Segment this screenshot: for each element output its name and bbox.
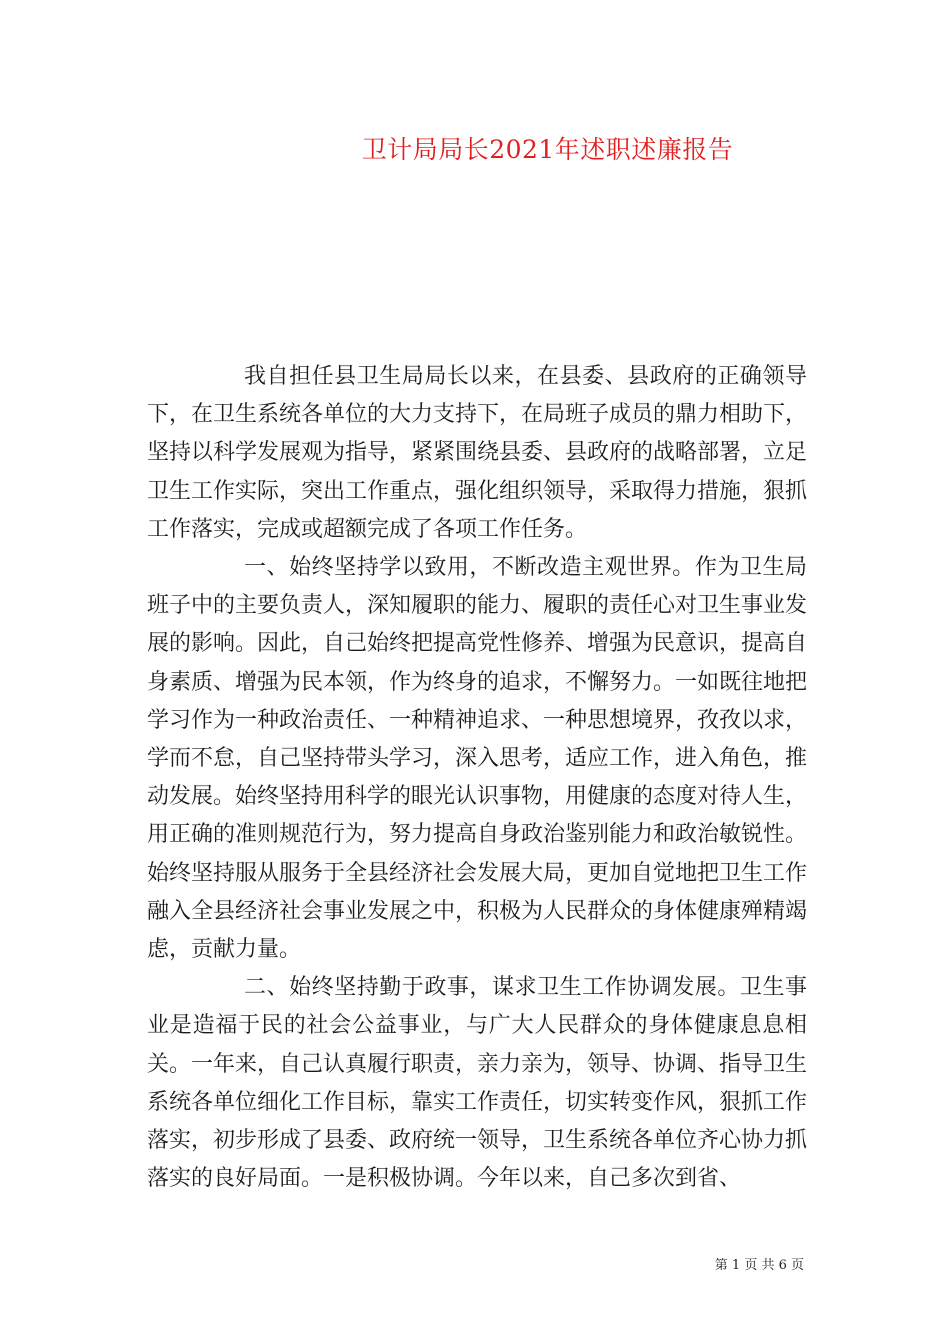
document-title: 卫计局局长2021年述职述廉报告 xyxy=(361,135,734,164)
document-body xyxy=(147,358,807,1198)
page-number-footer: 第 1 页 共 6 页 xyxy=(714,1258,804,1273)
paragraph-section-1: 一、始终坚持学以致用，不断改造主观世界。作为卫生局班子中的主要负责人，深知履职的能力、履职的责任心对卫生事业发展的影响。因此，自己始终把提高党性修养、增强为民意识，提高自身素质、增强为民本领，作为终身的追求，不懈努力。一如既往地把学习作为一种政治责任、一种精神追求、一种思想境界，孜孜以求，学而不怠，自己坚持带头学习，深入思考，适应工作，进入角色，推动发展。始终坚持用科学的眼光认识事物，用健康的态度对待人生，用正确的准则规范行为，努力提高自身政治鉴别能力和政治敏锐性。始终坚持服从服务于全县经济社会发展大局，更加自觉地把卫生工作融入全县经济社会事业发展之中，积极为人民群众的身体健康殚精竭虑，贡献力量。 xyxy=(147,555,808,963)
paragraph-section-2: 二、始终坚持勤于政事，谋求卫生工作协调发展。卫生事业是造福于民的社会公益事业，与广大人民群众的身体健康息息相关。一年来，自己认真履行职责，亲力亲为，领导、协调、指导卫生系统各单位细化工作目标，靠实工作责任，切实转变作风，狠抓工作落实，初步形成了县委、政府统一领导，卫生系统各单位齐心协力抓落实的良好局面。一是积极协调。今年以来，自己多次到省、 xyxy=(147,975,808,1192)
paragraph-intro: 我自担任县卫生局局长以来，在县委、县政府的正确领导下，在卫生系统各单位的大力支持下，在局班子成员的鼎力相助下，坚持以科学发展观为指导，紧紧围绕县委、县政府的战略部署，立足卫生工作实际，突出工作重点，强化组织领导，采取得力措施，狠抓工作落实，完成或超额完成了各项工作任务。 xyxy=(147,364,808,542)
